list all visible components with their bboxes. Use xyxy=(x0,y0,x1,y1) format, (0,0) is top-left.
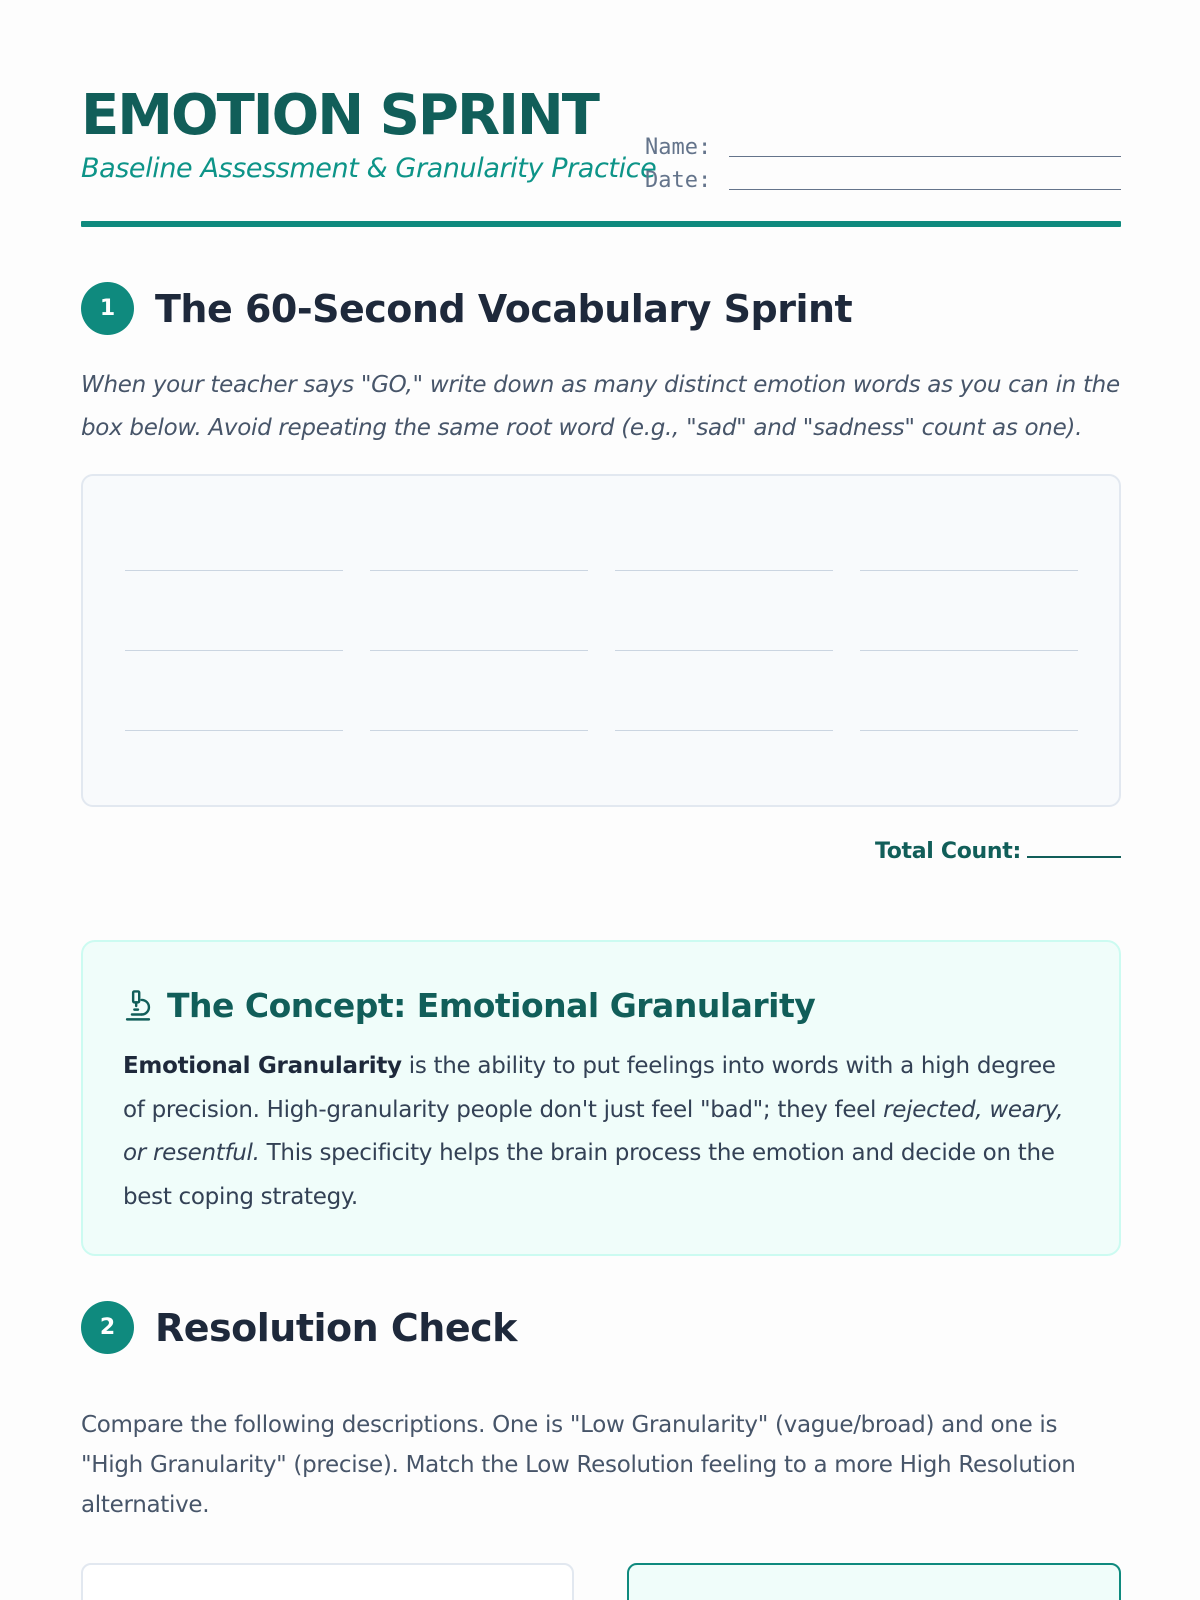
word-blank[interactable] xyxy=(860,528,1078,571)
word-blank[interactable] xyxy=(615,651,833,731)
word-blank[interactable] xyxy=(615,528,833,571)
header-divider xyxy=(81,221,1121,227)
vocabulary-sprint-box xyxy=(81,474,1121,807)
word-blanks-grid xyxy=(125,528,1081,731)
word-blank[interactable] xyxy=(370,528,588,571)
word-blank[interactable] xyxy=(370,571,588,651)
section-2-number-badge: 2 xyxy=(81,1301,134,1354)
total-count xyxy=(875,838,1121,864)
section-2-heading xyxy=(81,1301,517,1354)
section-2-title: Resolution Check xyxy=(155,1305,517,1350)
low-resolution-card xyxy=(81,1563,574,1600)
word-blank[interactable] xyxy=(125,651,343,731)
word-blank[interactable] xyxy=(125,528,343,571)
name-field[interactable] xyxy=(729,137,1121,157)
worksheet-header xyxy=(81,80,1121,230)
section-2-instructions: Compare the following descriptions. One is "Low Granularity" (vague/broad) and one is "High Granularity" (precise). Match the Low Resolution feeling to a more High Resolution alternative. xyxy=(81,1412,1076,1518)
concept-heading xyxy=(123,986,815,1025)
word-blank[interactable] xyxy=(615,571,833,651)
name-label: Name: xyxy=(645,135,712,160)
section-1-title: The 60-Second Vocabulary Sprint xyxy=(155,286,853,331)
word-blank[interactable] xyxy=(860,571,1078,651)
section-1-heading xyxy=(81,282,852,335)
worksheet-subtitle: Baseline Assessment & Granularity Practice xyxy=(81,153,657,184)
name-field-row xyxy=(645,128,1121,161)
concept-body-2: This specificity helps the brain process the emotion and decide on the best coping strategy. xyxy=(123,1140,1055,1210)
section-1-number-badge: 1 xyxy=(81,282,134,335)
microscope-icon xyxy=(123,989,153,1023)
concept-examples: rejected, weary, or resentful. xyxy=(123,1096,1064,1166)
high-resolution-card xyxy=(627,1563,1121,1600)
section-1-instructions: When your teacher says "GO," write down as many distinct emotion words as you can in the box below. Avoid repeating the same root word (e.g., "sad" and "sadness" count as one). xyxy=(81,372,1120,441)
worksheet-title: EMOTION SPRINT xyxy=(81,83,598,148)
concept-callout xyxy=(81,940,1121,1256)
date-field-row xyxy=(645,161,1121,194)
concept-body-1: is the ability to put feelings into words with a high degree of precision. High-granularity people don't just feel "bad"; they feel xyxy=(123,1053,1056,1123)
date-label: Date: xyxy=(645,168,712,193)
word-blank[interactable] xyxy=(125,571,343,651)
total-count-label: Total Count: xyxy=(874,839,1021,864)
date-field[interactable] xyxy=(729,170,1121,190)
student-fields xyxy=(645,128,1121,194)
concept-title: The Concept: Emotional Granularity xyxy=(167,986,816,1025)
concept-body xyxy=(123,1045,1083,1219)
word-blank[interactable] xyxy=(860,651,1078,731)
word-blank[interactable] xyxy=(370,651,588,731)
concept-term: Emotional Granularity xyxy=(123,1053,402,1079)
total-count-field[interactable] xyxy=(1027,838,1121,858)
